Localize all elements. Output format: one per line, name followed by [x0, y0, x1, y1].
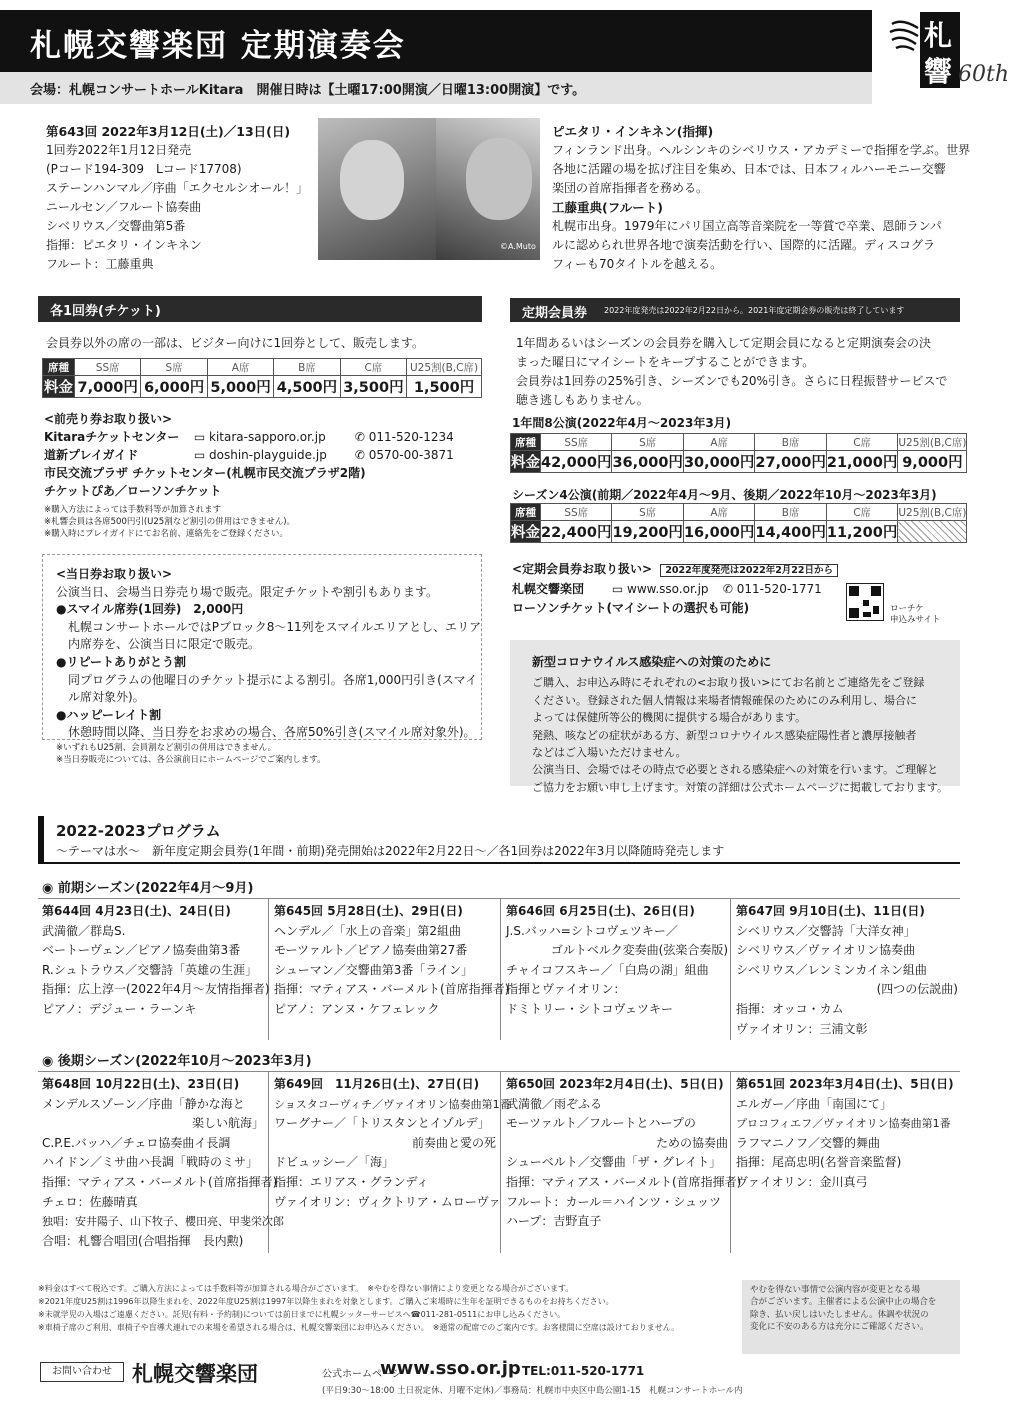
- concert-643-conductor: 指揮：ピエタリ・インキネン: [46, 238, 202, 252]
- dayof-intro: 公演当日、会場当日券売り場で販売。限定チケットや割引もあります。: [56, 584, 438, 599]
- concert-line: ドビュッシー／「海」: [274, 1155, 395, 1170]
- disclaimer-line: やむを得ない事情で公演内容が変更となる場: [750, 1285, 921, 1295]
- disclaimer-line: 合がございます。主催者による公演中止の場合を: [750, 1297, 937, 1308]
- concert-line: モーツァルト／フルートとハープの: [506, 1116, 696, 1131]
- bio-1-line: 各地に活躍の場を拡げ注目を集め、日本では、日本フィルハーモニー交響: [552, 162, 946, 176]
- outlet-name: Kitaraチケットセンター: [44, 430, 180, 444]
- member-intro-line: 聴き逃しもありません。: [516, 393, 649, 407]
- concert-line: 指揮：マティアス・バーメルト(首席指揮者): [274, 982, 510, 997]
- program-title: 2022-2023プログラム: [56, 822, 221, 840]
- dayof-section: [56, 566, 482, 766]
- concert-line: 指揮：尾高忠明(名誉音楽監督): [736, 1155, 902, 1170]
- concert-line: 前奏曲と愛の死: [411, 1135, 496, 1150]
- outlet-phone: 0570-00-3871: [368, 448, 454, 462]
- concert-line: エルガー／序曲「南国にて」: [736, 1096, 893, 1111]
- concert-line: J.S.バッハ=シトコヴェツキー／: [506, 923, 678, 938]
- price-b: 4,500円: [274, 376, 340, 398]
- dayof-note: ※当日券販売については、各公演前日にホームページでご案内します。: [56, 754, 326, 765]
- bio-2-line: 札幌市出身。1979年にパリ国立高等音楽院を一等賞で卒業、恩師ランパ: [552, 219, 942, 233]
- price-b: 27,000円: [755, 451, 826, 473]
- dayof-title: <当日券お取り扱い>: [56, 567, 173, 581]
- footnote-line: ※未就学児の入場はご遠慮ください。託児(有料・予約制)については前日までに札幌シッターサービスへ☎011-281-0511にお申し込みください。: [38, 1310, 566, 1319]
- concert-643-work-2: ニールセン／フルート協奏曲: [46, 200, 202, 214]
- price-u25: 1,500円: [407, 376, 482, 398]
- concert-643-codes: (Pコード194-309 Lコード17708): [46, 162, 242, 176]
- concert-date: 第647回 9月10日(土)、11日(日): [736, 904, 925, 918]
- seat-c: C席: [340, 359, 406, 376]
- happy-title: ●ハッピーレイト割: [56, 707, 162, 722]
- price-s: 36,000円: [612, 451, 683, 473]
- presale-title: <前売り券お取り扱い>: [44, 412, 173, 426]
- presale-note: ※札響会員は各席500円引(U25割など割引の併用はできません)。: [44, 517, 296, 527]
- seat-a: A席: [683, 434, 754, 451]
- divider: [268, 898, 269, 1040]
- presale-note: ※購入方法によっては手数料等が加算されます: [44, 505, 222, 515]
- price-s: 6,000円: [141, 376, 207, 398]
- seat-ss: SS席: [75, 359, 141, 376]
- handler-name: 札幌交響楽団: [512, 582, 585, 596]
- concert-date: 第649回 11月26日(土)、27日(日): [274, 1077, 480, 1091]
- presale-section: [44, 410, 484, 540]
- price-b: 14,400円: [755, 521, 826, 543]
- concert-643-work-3: シベリウス／交響曲第5番: [46, 219, 186, 233]
- seat-s: S席: [612, 504, 683, 521]
- price-u25-hatched: [898, 521, 967, 543]
- concert-line: 合唱：札響合唱団(合唱指揮 長内勲): [42, 1233, 244, 1248]
- seat-a: A席: [683, 504, 754, 521]
- seat-b: B席: [274, 359, 340, 376]
- bio-2-name: 工藤重典(フルート): [552, 200, 663, 215]
- presale-outlet-2: [44, 446, 484, 464]
- repeat-text: 同プログラムの他曜日のチケット提示による割引。各席1,000円引き(スマイ: [68, 672, 478, 687]
- seat-u25: U25割(B,C席): [898, 504, 967, 521]
- logo-60th: 60th: [958, 62, 1009, 87]
- divider: [38, 898, 960, 899]
- concert-line: シューベルト／交響曲「ザ・グレイト」: [506, 1155, 722, 1170]
- member-intro-line: まった曜日にマイシートをキープすることができます。: [516, 355, 815, 369]
- seat-label: 席種: [511, 434, 541, 451]
- member-handling-title: [512, 560, 842, 580]
- seat-s: S席: [141, 359, 207, 376]
- concert-line: 武満徹／雨ぞふる: [506, 1096, 603, 1111]
- concert-line: (四つの伝説曲): [876, 982, 958, 997]
- price-u25: 9,000円: [898, 451, 967, 473]
- corona-line: ご購入、お申込み時にそれぞれの<お取り扱い>にてお名前とご連絡先をご登録: [532, 676, 925, 690]
- concert-line: 指揮：エリアス・グランディ: [274, 1174, 429, 1189]
- member-intro-line: 会員券は1回券の25%引き、シーズンでも20%引き。さらに日程振替サービスで: [516, 374, 948, 388]
- concert-649: [274, 1075, 511, 1212]
- footnote-line: ※料金はすべて税込です。ご購入方法によっては手数料等が加算される場合がございます。 ※やむを得ない事情により変更となる場合がございます。: [38, 1284, 574, 1293]
- seat-ss: SS席: [541, 504, 612, 521]
- corona-notice: [532, 654, 952, 796]
- concert-line: メンデルスゾーン／序曲「静かな海と: [42, 1096, 245, 1111]
- dayof-note: ※いずれもU25割、会員割など割引の併用はできません。: [56, 742, 277, 753]
- bio-1-name: ピエタリ・インキネン(指揮): [552, 124, 714, 139]
- concert-line: ピアノ：デジュー・ラーンキ: [42, 1001, 197, 1016]
- bio-1-line: フィンランド出身。ヘルシンキのシベリウス・アカデミーで指揮を学ぶ。世界: [552, 143, 971, 157]
- concert-line: 独唱：安井陽子、山下牧子、櫻田亮、甲斐栄次郎: [42, 1215, 284, 1229]
- monitor-icon: ▭: [611, 582, 624, 596]
- member-handling-1: [512, 580, 842, 599]
- photo-credit: ©A.Muto: [500, 242, 536, 251]
- disclaimer-box: [742, 1280, 960, 1354]
- concert-date: 第650回 2023年2月4日(土)、5日(日): [506, 1077, 724, 1091]
- concert-date: 第644回 4月23日(土)、24日(日): [42, 904, 231, 918]
- logo-char-2: 響: [924, 55, 953, 88]
- monitor-icon: ▭: [193, 448, 206, 462]
- bio-2-line: フィーも70タイトルを越える。: [552, 257, 723, 271]
- seat-a: A席: [207, 359, 273, 376]
- concert-643: [46, 122, 308, 274]
- smile-text: 札幌コンサートホールではPブロック8〜11列をスマイルエリアとし、エリア: [68, 619, 482, 634]
- price-a: 5,000円: [207, 376, 273, 398]
- concert-line: シベリウス／ヴァイオリン協奏曲: [736, 943, 916, 958]
- concert-650: [506, 1075, 742, 1232]
- price-c: 11,200円: [826, 521, 897, 543]
- disclaimer-line: 変化に不安のある方は充分にご確認ください。: [750, 1322, 929, 1333]
- handler-phone: 011-520-1771: [736, 582, 822, 596]
- bio-2-line: ルに認められ世界各地で演奏活動を行い、国際的に活躍。ディスコグラ: [552, 238, 936, 252]
- concert-line: ラフマニノフ／交響的舞曲: [736, 1135, 881, 1150]
- smile-title: ●スマイル席券(1回券) 2,000円: [56, 602, 244, 617]
- concert-line: 指揮：マティアス・バーメルト(首席指揮者): [506, 1174, 742, 1189]
- disc-icon: ◉: [42, 1054, 54, 1069]
- single-ticket-header: 各1回券(チケット): [38, 296, 482, 322]
- concert-line: ドミトリー・シトコヴェツキー: [506, 1001, 674, 1016]
- concert-643-date: 第643回 2022年3月12日(土)／13日(日): [46, 124, 291, 139]
- year-plan-title: 1年間8公演(2022年4月〜2023年3月): [512, 416, 732, 430]
- corona-line: 発熱、咳などの症状がある方、新型コロナウイルス感染症陽性者と濃厚接触者: [532, 728, 917, 742]
- concert-line: 指揮：オッコ・カム: [736, 1001, 844, 1016]
- concert-line: ヴァイオリン：金川真弓: [736, 1174, 868, 1189]
- member-intro: [516, 334, 960, 410]
- concert-line: 武満徹／群島S.: [42, 923, 126, 938]
- first-season-title: [42, 877, 253, 896]
- price-a: 16,000円: [683, 521, 754, 543]
- seat-u25: U25割(B,C席): [898, 434, 967, 451]
- price-ss: 7,000円: [75, 376, 141, 398]
- concert-643-work-1: ステーンハンマル／序曲「エクセルシオール！」: [46, 181, 309, 195]
- concert-line: ハイドン／ミサ曲ハ長調「戦時のミサ」: [42, 1155, 259, 1170]
- price-s: 19,200円: [612, 521, 683, 543]
- second-season-label: 後期シーズン(2022年10月〜2023年3月): [57, 1054, 312, 1069]
- member-handling-2: ローソンチケット(マイシートの選択も可能): [512, 601, 750, 615]
- concert-643-flute: フルート：工藤重典: [46, 257, 154, 271]
- corona-line: ください。登録された個人情報は来場者情報確保のためにのみ利用し、場合に: [532, 693, 917, 707]
- repeat-title: ●リピートありがとう割: [56, 654, 186, 669]
- concert-line: C.P.E.バッハ／チェロ協奏曲イ長調: [42, 1135, 231, 1150]
- concert-line: ピアノ：アンヌ・ケフェレック: [274, 1001, 440, 1016]
- presale-note: ※購入時にプレイガイドにてお名前、連絡先をご登録ください。: [44, 529, 288, 539]
- seat-ss: SS席: [541, 434, 612, 451]
- price-c: 3,500円: [340, 376, 406, 398]
- price-ss: 42,000円: [541, 451, 612, 473]
- homepage-link[interactable]: www.sso.or.jp: [380, 1358, 521, 1379]
- artist-bios: [552, 122, 971, 274]
- corona-line: 公演当日、会場ではその時点で必要とされる感染症への対策を行います。ご理解と: [532, 763, 939, 777]
- seat-c: C席: [826, 504, 897, 521]
- season-price-table: [510, 503, 967, 543]
- concert-date: 第651回 2023年3月4日(土)、5日(日): [736, 1077, 954, 1091]
- qr-caption-2: 申込みサイト: [890, 615, 941, 625]
- footnote-line: ※車椅子席のご利用、車椅子や盲導犬連れでの来場を希望される場合は、札幌交響楽団にお申込みください。 ※通常の配席でのご案内です。お客様間に空席は設けておりません。: [38, 1323, 680, 1332]
- page-title: 札幌交響楽団 定期演奏会: [30, 28, 406, 64]
- concert-line: ための協奏曲: [655, 1135, 728, 1150]
- office-hours: (平日9:30〜18:00 土日祝定休、月曜不定休)／事務局：札幌市中央区中島公園1-15 札幌コンサートホール内: [322, 1386, 743, 1396]
- concert-line: ヘンデル／「水上の音楽」第2組曲: [274, 923, 462, 938]
- year-price-table: [510, 433, 967, 473]
- divider: [730, 1071, 731, 1253]
- first-season-label: 前期シーズン(2022年4月〜9月): [57, 881, 254, 896]
- happy-text: 休憩時間以降、当日券をお求めの場合、各席50%引き(スマイル席対象外)。: [68, 725, 476, 740]
- concert-line: ベートーヴェン／ピアノ協奏曲第3番: [42, 943, 241, 958]
- concert-645: [274, 902, 510, 1020]
- contact-org-name: 札幌交響楽団: [132, 1361, 258, 1386]
- concert-line: シューマン／交響曲第3番「ライン」: [274, 962, 474, 977]
- program-subtitle: 〜テーマは水〜 新年度定期会員券(1年間・前期)発売開始は2022年2月22日〜／各1回券は2022年3月以降随時発売します: [56, 844, 725, 858]
- concert-643-sale: 1回券2022年1月12日発売: [46, 143, 192, 157]
- corona-title: 新型コロナウイルス感染症への対策のために: [532, 655, 772, 669]
- member-sale-badge: 2022年度発売は2022年2月22日から: [660, 564, 838, 577]
- bio-1-line: 楽団の首席指揮者を務める。: [552, 181, 709, 195]
- concert-date: 第646回 6月25日(土)、26日(日): [506, 904, 695, 918]
- concert-646: [506, 902, 728, 1020]
- price-label: 料金: [43, 376, 75, 398]
- concert-line: シベリウス／交響詩「大洋女神」: [736, 923, 916, 938]
- smile-text: 内席券を、公演当日に限定で販売。: [68, 637, 261, 652]
- disc-icon: ◉: [42, 881, 54, 896]
- concert-line: 指揮：マティアス・バーメルト(首席指揮者): [42, 1174, 278, 1189]
- concert-line: ワーグナー／「トリスタンとイゾルデ」: [274, 1116, 490, 1131]
- price-label: 料金: [511, 521, 541, 543]
- presale-outlet-4: チケットぴあ／ローソンチケット: [44, 484, 222, 498]
- qr-caption: [890, 604, 940, 626]
- member-intro-line: 1年間あるいはシーズンの会員券を購入して定期会員になると定期演奏会の決: [516, 336, 932, 350]
- footnote-line: ※2021年度U25割は1996年以降生まれを、2022年度U25割は1997年以降生まれを対象とします。ご購入ご来場時に生年を証明できるものをお持ちください。: [38, 1297, 614, 1306]
- concert-date: 第648回 10月22日(土)、23日(日): [42, 1077, 240, 1091]
- corona-line: よっては保健所等公的機関に提供する場合があります。: [532, 711, 807, 725]
- concert-line: 指揮：広上淳一(2022年4月〜友情指揮者): [42, 982, 270, 997]
- concert-line: ハープ：吉野直子: [506, 1214, 602, 1229]
- divider: [38, 1071, 960, 1072]
- seat-label: 席種: [511, 504, 541, 521]
- single-intro: 会員券以外の席の一部は、ビジター向けに1回券として、販売します。: [46, 336, 424, 350]
- conductor-face: [340, 140, 404, 220]
- concert-line: 楽しい航海」: [191, 1116, 264, 1131]
- concert-651: [736, 1075, 958, 1193]
- qr-caption-1: ローチケ: [890, 604, 924, 614]
- concert-date: 第645回 5月28日(土)、29日(日): [274, 904, 463, 918]
- seat-label: 席種: [43, 359, 75, 376]
- seat-b: B席: [755, 434, 826, 451]
- concert-line: R.シュトラウス／交響詩「英雄の生涯」: [42, 962, 258, 977]
- presale-outlet-3: 市民交流プラザ チケットセンター(札幌市民交流プラザ2階): [44, 466, 366, 480]
- phone-icon: ✆: [354, 448, 365, 462]
- concert-line: シベリウス／レンミンカイネン組曲: [736, 962, 927, 977]
- outlet-web-link[interactable]: doshin-playguide.jp: [209, 448, 327, 462]
- concert-line: ゴルトベルク変奏曲(弦楽合奏版): [550, 943, 728, 958]
- concert-line: チェロ：佐藤晴真: [42, 1194, 138, 1209]
- concert-line: ショスタコーヴィチ／ヴァイオリン協奏曲第1番: [274, 1097, 511, 1111]
- contact-phone: TEL:011-520-1771: [522, 1364, 645, 1378]
- outlet-web-link[interactable]: kitara-sapporo.or.jp: [209, 430, 326, 444]
- concert-648: [42, 1075, 284, 1251]
- monitor-icon: ▭: [193, 430, 206, 444]
- divider: [500, 898, 501, 1040]
- flutist-face: [466, 138, 532, 220]
- presale-outlet-1: [44, 428, 484, 446]
- disclaimer-line: 除き、払い戻しはいたしません。体調や状況の: [750, 1309, 929, 1320]
- seat-u25: U25割(B,C席): [407, 359, 482, 376]
- outlet-name: 道新プレイガイド: [44, 448, 139, 462]
- concert-line: チャイコフスキー／「白鳥の湖」組曲: [506, 962, 709, 977]
- price-a: 30,000円: [683, 451, 754, 473]
- concert-647: [736, 902, 958, 1039]
- homepage-label: 公式ホームページ: [322, 1369, 402, 1380]
- divider: [730, 898, 731, 1040]
- member-ticket-header: 定期会員券: [510, 298, 960, 322]
- sound-wave-icon: [888, 16, 922, 56]
- handler-web-link[interactable]: www.sso.or.jp: [627, 582, 709, 596]
- concert-line: フルート：カール＝ハインツ・シュッツ: [506, 1194, 722, 1209]
- concert-line: ヴァイオリン：ヴィクトリア・ムローヴァ: [274, 1194, 501, 1209]
- phone-icon: ✆: [722, 582, 733, 596]
- second-season-title: [42, 1050, 312, 1069]
- contact-label: お問い合わせ: [40, 1362, 124, 1382]
- concert-line: プロコフィエフ／ヴァイオリン協奏曲第1番: [736, 1117, 951, 1131]
- seat-s: S席: [612, 434, 683, 451]
- concert-line: モーツァルト／ピアノ協奏曲第27番: [274, 943, 468, 958]
- member-handling-label: <定期会員券お取り扱い>: [512, 562, 653, 576]
- corona-line: などはご入場いただけません。: [532, 746, 687, 760]
- price-ss: 22,400円: [541, 521, 612, 543]
- concert-644: [42, 902, 270, 1020]
- concert-line: 指揮とヴァイオリン：: [506, 982, 626, 997]
- qr-code[interactable]: [846, 583, 884, 621]
- price-label: 料金: [511, 451, 541, 473]
- outlet-phone: 011-520-1234: [368, 430, 454, 444]
- single-price-table: [42, 358, 482, 398]
- repeat-text: ル席対象外)。: [68, 690, 145, 705]
- corona-line: ご協力をお願い申し上げます。対策の詳細は公式ホームページに掲載しております。: [532, 780, 949, 794]
- member-ticket-note: 2022年度発売は2022年2月22日から。2021年度定期会券の販売は終了しています: [604, 306, 905, 315]
- concert-line: ヴァイオリン：三浦文彰: [736, 1021, 868, 1036]
- seat-c: C席: [826, 434, 897, 451]
- logo-char-1: 札: [924, 19, 953, 52]
- season-plan-title: シーズン4公演(前期／2022年4月〜9月、後期／2022年10月〜2023年3月): [512, 488, 937, 502]
- venue-line: 会場：札幌コンサートホールKitara 開催日時は【土曜17:00開演／日曜13:00開演】です。: [30, 83, 586, 98]
- phone-icon: ✆: [354, 430, 365, 444]
- footnotes: [38, 1282, 728, 1334]
- member-handling: [512, 560, 842, 618]
- price-c: 21,000円: [826, 451, 897, 473]
- seat-b: B席: [755, 504, 826, 521]
